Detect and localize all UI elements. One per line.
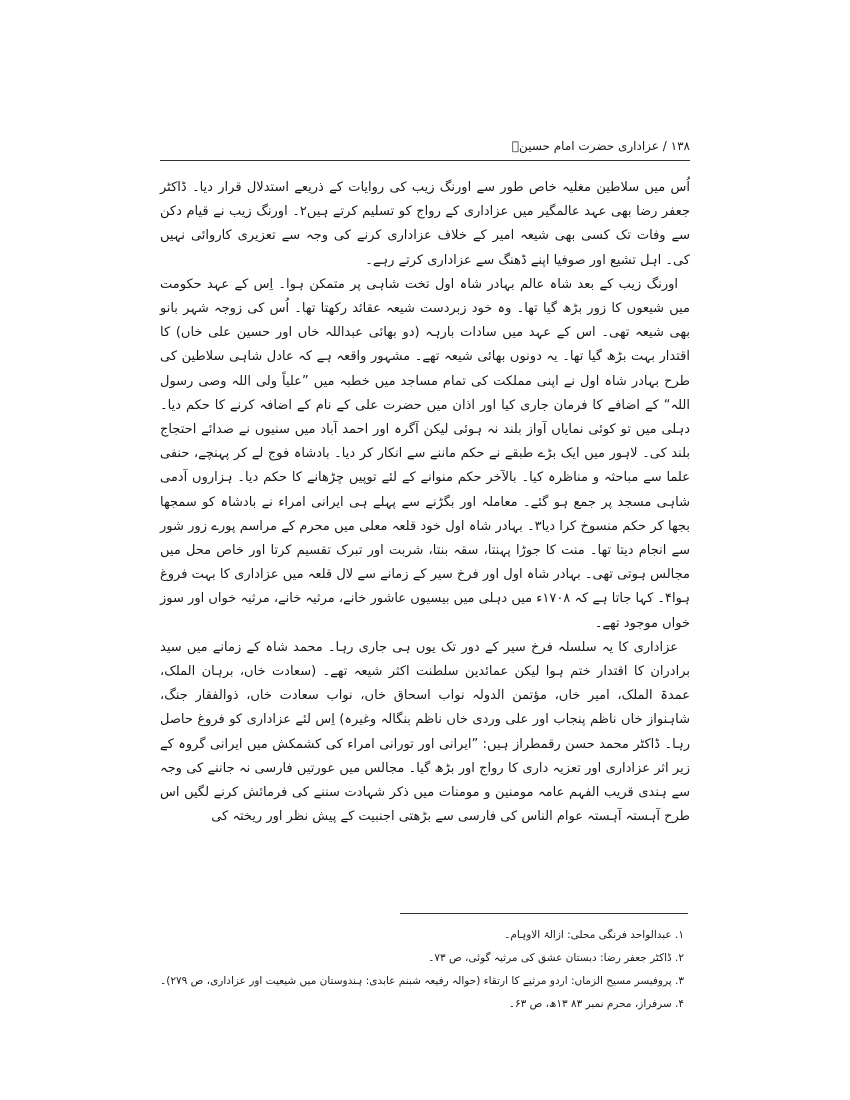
- footnotes: [160, 924, 690, 1016]
- footnote-rule: [400, 913, 688, 914]
- running-header: [160, 136, 690, 156]
- paragraph: عزاداری کا یہ سلسلہ فرخ سیر کے دور تک یوں ہی جاری رہا۔ محمد شاہ کے زمانے میں سید برادران کا اقتدار ختم ہوا لیکن عمائدین سلطنت اکثر شیعہ تھے۔ (سعادت خاں، برہان الملک، عمدۃ الملک، امیر خاں، مؤتمن الدولہ نواب اسحاق خاں، نواب سعادت خاں، ذوالفقار جنگ، شاہنواز خاں ناظم پنجاب اور علی وردی خاں ناظم بنگالہ وغیرہ) اِس لئے عزاداری کو فروغ حاصل رہا۔ ڈاکٹر محمد حسن رقمطراز ہیں: ”ایرانی اور تورانی امراء کی کشمکش میں ایرانی گروہ کے زیر اثر عزاداری اور تعزیہ داری کا رواج اور بڑھ گیا۔ مجالس میں عورتیں فارسی نہ جاننے کی وجہ سے ہندی قریب الفہم عامہ مومنین و مومنات میں ذکر شہادت سننے کی فرمائش کرنے لگیں اس طرح آہستہ آہستہ عوام الناس کی فارسی سے بڑھتی اجنبیت کے پیش نظر اور ریختہ کی: [160, 639, 690, 825]
- header-separator: /: [662, 139, 667, 153]
- page-number: ۱۳۸: [670, 139, 690, 153]
- footnote: ۴. سرفراز، محرم نمبر ۸۳ ۱۳ھ، ص ۶۳۔: [508, 998, 684, 1010]
- footnote: ۱. عبدالواحد فرنگی محلی: ازالۃ الاوہام۔: [504, 929, 684, 941]
- header-rule: [160, 160, 690, 161]
- body-text: [160, 176, 690, 829]
- paragraph: اورنگ زیب کے بعد شاہ عالم بہادر شاہ اول تخت شاہی پر متمکن ہوا۔ اِس کے عہد حکومت میں شیعوں کا زور بڑھ گیا تھا۔ وہ خود زبردست شیعہ عقائد رکھتا تھا۔ اُس کی زوجہ شہر بانو بھی شیعہ تھی۔ اس کے عہد میں سادات بارہہ (دو بھائی عبداللہ خاں اور حسین علی خاں) کا اقتدار بہت بڑھ گیا تھا۔ یہ دونوں بھائی شیعہ تھے۔ مشہور واقعہ ہے کہ عادل شاہی سلاطین کی طرح بہادر شاہ اول نے اپنی مملکت کی تمام مساجد میں خطبہ میں ”علیاً ولی اللہ وصی رسول اللہ“ کے اضافے کا فرمان جاری کیا اور اذان میں حضرت علی کے نام کے اضافہ کرنے کا حکم دیا۔ دہلی میں تو کوئی نمایاں آواز بلند نہ ہوئی لیکن آگرہ اور احمد آباد میں سنیوں نے صدائے احتجاج بلند کی۔ لاہور میں ایک بڑے طبقے نے حکم ماننے سے انکار کر دیا۔ بادشاہ فوج لے کر پہنچے، حنفی علما سے مباحثہ و مناظرہ کیا۔ بالآخر حکم منوانے کے لئے توپیں چڑھانے کا حکم دیا۔ ہزاروں آدمی شاہی مسجد پر جمع ہو گئے۔ معاملہ اور بگڑنے سے پہلے ہی ایرانی امراء نے بادشاہ کو سمجھا بجھا کر حکم منسوخ کرا دیا۳۔ بہادر شاہ اول خود قلعہ معلی میں محرم کے مراسم پورے زور شور سے انجام دیتا تھا۔ منت کا جوڑا پہنتا، سقہ بنتا، شربت اور تبرک تقسیم کرتا اور خاص محل میں مجالس ہوتی تھی۔ بہادر شاہ اول اور فرخ سیر کے زمانے سے لال قلعہ میں عزاداری کا بہت فروغ ہوا۴۔ کہا جاتا ہے کہ ۱۷۰۸ء میں دہلی میں بیسیوں عاشور خانے، مرثیہ خانے، مرثیہ خواں اور سوز خواں موجود تھے۔: [160, 276, 690, 631]
- book-title: عزاداری حضرت امام حسینؑ: [511, 139, 659, 153]
- paragraph: اُس میں سلاطین مغلیہ خاص طور سے اورنگ زیب کی روایات کے ذریعے استدلال قرار دیا۔ ڈاکٹر جعفر رضا بھی عہد عالمگیر میں عزاداری کے رواج کو تسلیم کرتے ہیں۲۔ اورنگ زیب نے قیام دکن سے وفات تک کسی بھی شیعہ امیر کے خلاف عزاداری کرنے کی وجہ سے تعزیری کاروائی نہیں کی۔ اہل تشیع اور صوفیا اپنے ڈھنگ سے عزاداری کرتے رہے۔: [160, 180, 690, 268]
- footnote: ۲. ڈاکٹر جعفر رضا: دبستان عشق کی مرثیہ گوئی، ص ۷۳۔: [428, 952, 684, 964]
- footnote: ۳. پروفیسر مسیح الزماں: اردو مرثیے کا ارتقاء (حوالہ رفیعہ شبنم عابدی: ہندوستان میں شیعیت اور عزاداری، ص ۲۷۹)۔: [160, 975, 684, 987]
